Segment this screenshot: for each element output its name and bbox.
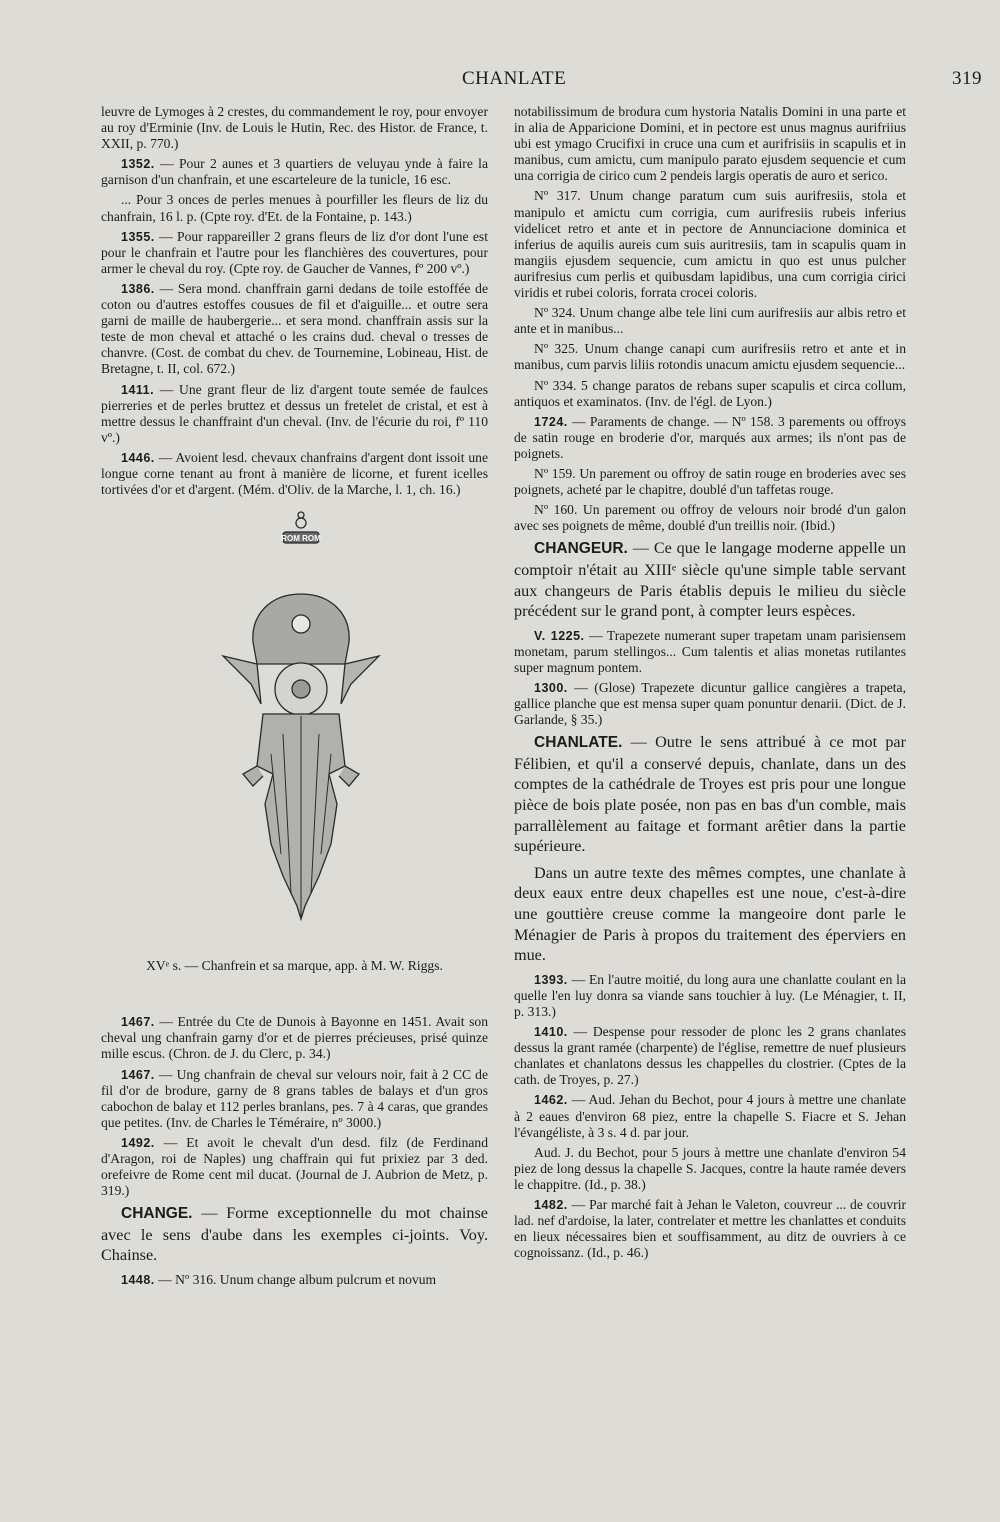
entry-year: 1300.: [534, 681, 568, 695]
entry: 1410. — Despense pour ressoder de plonc les 2 grans chanlates dessus la grant ramée (charpente) de l'église, remettre de nuef plusieurs chanlates et chanlatons dessus les chappelles du clostrier. (Cptes de la cath. de Troyes, p. 27.): [514, 1024, 906, 1088]
headword-chanlate: CHANLATE. — Outre le sens attribué à ce mot par Félibien, et qu'il a conservé depuis, chanlate, dans un des comptes de la cathédrale de Troyes est pris pour une longue pièce de bois plate posée, non pas en bas d'un comble, mais parrallèlement au faitage et formant arêtier dans la partie supérieure.: [514, 733, 906, 856]
mark-emblem: [296, 518, 306, 528]
entry-year: 1393.: [534, 972, 568, 987]
entry-year: 1462.: [534, 1093, 568, 1108]
headword: CHANLATE.: [534, 734, 623, 752]
entry: Nº 324. Unum change albe tele lini cum aurifresiis aur albis retro et ante et in manibus...: [514, 305, 906, 337]
chanfrein-ear-right: [341, 656, 379, 704]
entry: 1352. — Pour 2 aunes et 3 quartiers de veluyau ynde à faire la garnison d'un chanfrain, et une escarteleure de la tunicle, 16 esc.: [101, 156, 488, 188]
chanfrein-trefoil: [292, 615, 310, 633]
right-column: [514, 104, 906, 1265]
headword: CHANGEUR.: [534, 540, 628, 558]
chanfrein-figure: [101, 504, 488, 944]
entry-year: 1446.: [121, 450, 155, 465]
entry-year: 1410.: [534, 1025, 568, 1040]
page-number: 319: [952, 68, 982, 89]
entry: Aud. J. du Bechot, pour 5 jours à mettre une chanlate d'environ 54 piez de long dessus la chapelle S. Jacques, contre la haute ramée devers le chappitre. (Id., p. 38.): [514, 1144, 906, 1192]
entry: 1448. — Nº 316. Unum change album pulcrum et novum: [121, 1272, 437, 1288]
entry: 1482. — Par marché fait à Jehan le Valeton, couvreur ... de couvrir lad. nef d'ardoise, la later, contrelater et mettre les chanlattes et conduits en lieux nécessaires bien et souffisamment, au ditz de ouvriers à ce cognoissanz. (Id., p. 46.): [514, 1197, 906, 1261]
entry: 1467. — Entrée du Cte de Dunois à Bayonne en 1451. Avait son cheval ung chanfrain garny d'or et de pierres précieuses, prisé quinze mille escus. (Chron. de J. du Clerc, p. 34.): [101, 1014, 488, 1062]
chanfrein-illustration: [221, 504, 381, 934]
entry: 1724. — Paraments de change. — Nº 158. 3 parements ou offroys de satin rouge en broderie d'or, marqués aux armes; ils n'ont pas de poignets.: [514, 413, 906, 461]
entry: 1467. — Ung chanfrain de cheval sur velours noir, fait à 2 CC de fil d'or de brodure, garny de 8 grans tables de balays et d'un gros cabochon de balay et 112 perles branlans, pes. 7 à 4 caras, que grandes que petites. (Inv. de Charles le Téméraire, nº 3000.): [101, 1066, 488, 1130]
entry-year: 1386.: [121, 281, 155, 296]
headword-change: CHANGE. — Forme exceptionnelle du mot chainse avec le sens d'aube dans les exemples ci-joints. Voy. Chainse.: [101, 1204, 488, 1265]
entry: Nº 160. Un parement ou offroy de velours noir brodé d'un galon avec ses poignets de même, doublé d'un treillis noir. (Ibid.): [514, 502, 906, 534]
figure-caption: XVᵉ s. — Chanfrein et sa marque, app. à M. W. Riggs.: [146, 958, 443, 974]
entry: notabilissimum de brodura cum hystoria Natalis Domini in una parte et in alia de Apparicione Domini, et in pectore est unus magnus aurifriius ubi est ymago Crucifixi in cruce una cum et aurifrisiis in scapulis et in manibus, cum amictu, cum manipulo parato ejusdem sequencie et cum una corrigia de cirico cum 2 pendeis largis operatis de auro et serico.: [514, 104, 906, 184]
entry-year: 1467.: [121, 1067, 155, 1082]
headword-changeur: CHANGEUR. — Ce que le langage moderne appelle un comptoir n'était au XIIIᵉ siècle qu'une simple table servant aux changeurs de Paris établis depuis le milieu du siècle précédent sur le grand pont, à compter leurs espèces.: [514, 539, 906, 621]
entry: 1393. — En l'autre moitié, du long aura une chanlatte coulant en la quelle l'en luy donra sa viande sans touchier à luy. (Le Ménagier, t. II, p. 313.): [514, 971, 906, 1019]
entry: 1492. — Et avoit le chevalt d'un desd. filz (de Ferdinand d'Aragon, roi de Naples) ung chaffrain qui fut prixiez par 3 ded. orefeivre de Rome cent mil ducat. (Journal de J. Aubrion de Metz, p. 319.): [101, 1134, 488, 1199]
chanfrein-cheek-right: [339, 766, 359, 786]
entry-year: 1482.: [534, 1198, 568, 1213]
entry: 1300. — (Glose) Trapezete dicuntur gallice cangières a trapeta, gallice planche que est mensa super quam ponuntur denarii. (Dict. de J. Garlande, § 35.): [514, 680, 906, 728]
entry: ... Pour 3 onces de perles menues à pourfiller les fleurs de liz du chanfrain, 16 l. p. (Cpte roy. d'Et. de la Fontaine, p. 143.): [101, 192, 488, 224]
entry-year: 1411.: [121, 382, 155, 397]
left-column: [101, 104, 488, 1292]
entry: Nº 325. Unum change canapi cum aurifresiis retro et ante et in manibus, cum parvis liliis rotondis unacum amictu ejusdem sequencie...: [514, 341, 906, 373]
entry-year: 1352.: [121, 157, 155, 172]
mark-emblem: [298, 512, 304, 518]
entry-year: 1724.: [534, 414, 568, 429]
chanfrein-ear-left: [223, 656, 261, 704]
entry: 1386. — Sera mond. chanffrain garni dedans de toile estoffée de coton ou d'autres estoffes cousues de fil et d'aiguille... et outre sera garni de maille de haubergerie... et sera mond. chanffrain assis sur la teste de mon cheval et attaché o les crains dud. cheval o tresses de chanvre. (Cost. de combat du chev. de Tournemine, Lobineau, Hist. de Bretagne, t. II, col. 672.): [101, 280, 488, 377]
entry: leuvre de Lymoges à 2 crestes, du commandement le roy, pour envoyer au roy d'Erminie (Inv. de Louis le Hutin, Rec. des Histor. de France, t. XXII, p. 770.): [101, 104, 488, 152]
entry: Nº 334. 5 change paratos de rebans super scapulis et circa collum, antiquos et examinatos. (Inv. de l'égl. de Lyon.): [514, 377, 906, 409]
chanfrein-cheek-left: [243, 766, 263, 786]
chanlate-paragraph: Dans un autre texte des mêmes comptes, une chanlate à deux eaux entre deux chapelles est une noue, c'est-à-dire une gouttière creuse comme la mangeoire dont parle le Ménagier de Paris à propos du traitement des éperviers en mue.: [514, 863, 906, 965]
entry: 1355. — Pour rappareiller 2 grans fleurs de liz d'or dont l'une est pour le chanfrain et l'autre pour les flanchières des couvertures, pour armer le cheval du roy. (Cpte roy. de Gaucher de Vannes, fº 200 vº.): [101, 228, 488, 276]
entry: Nº 317. Unum change paratum cum suis aurifresiis, stola et manipulo et amictu cum corrigia, cum aurifresiis rubeis inferius videlicet retro et ante et in pectore de Annunciacione dominica et inferius de aquilis aureis cum suis auritresiis, tam in scapulis quam in mangiis ejusdem sequencie, cum amictu in quo est unus pulcher aurifresius cum perlis et quibusdam lapidibus, una cum corrigia cirici viridis et rubei coloris, forrata crocei coloris.: [514, 188, 906, 301]
running-head: CHANLATE: [462, 68, 567, 89]
entry-year: 1448.: [121, 1273, 155, 1288]
headword: CHANGE.: [121, 1205, 193, 1223]
entry-year: 1492.: [121, 1135, 155, 1150]
entry: 1446. — Avoient lesd. chevaux chanfrains d'argent dont issoit une longue corne tenant au front à manière de licorne, et furent icelles tortivées d'or et d'argent. (Mém. d'Oliv. de la Marche, l. 1, ch. 16.): [101, 449, 488, 498]
entry-year: 1467.: [121, 1015, 155, 1030]
maker-mark-text: ROM ROM: [281, 534, 321, 544]
entry: V. 1225. — Trapezete numerant super trapetam unam parisiensem monetam, parum stellingos... Cum talentis et alias monetas rutilantes super magnum pontem.: [514, 627, 906, 675]
entry-year: V. 1225.: [534, 628, 585, 643]
chanfrein-rosette-centre: [292, 680, 310, 698]
entry: Nº 159. Un parement ou offroy de satin rouge en broderies avec ses poignets, acheté par le chapitre, doublé d'un taffetas rouge.: [514, 465, 906, 498]
entry: 1411. — Une grant fleur de liz d'argent toute semée de faulces pierreries et de perles bruttez et dessus un fretelet de cristal, et est à mettre dessus le chanffraint d'un cheval. (Inv. de l'écurie du roi, fº 110 vº.): [101, 381, 488, 445]
entry-year: 1355.: [121, 229, 155, 244]
entry: 1462. — Aud. Jehan du Bechot, pour 4 jours à mettre une chanlate à 2 eaues d'environ 68 piez, entre la chapelle S. Fiacre et S. Jehan l'évangéliste, à 3 s. 4 d. par jour.: [514, 1092, 906, 1140]
